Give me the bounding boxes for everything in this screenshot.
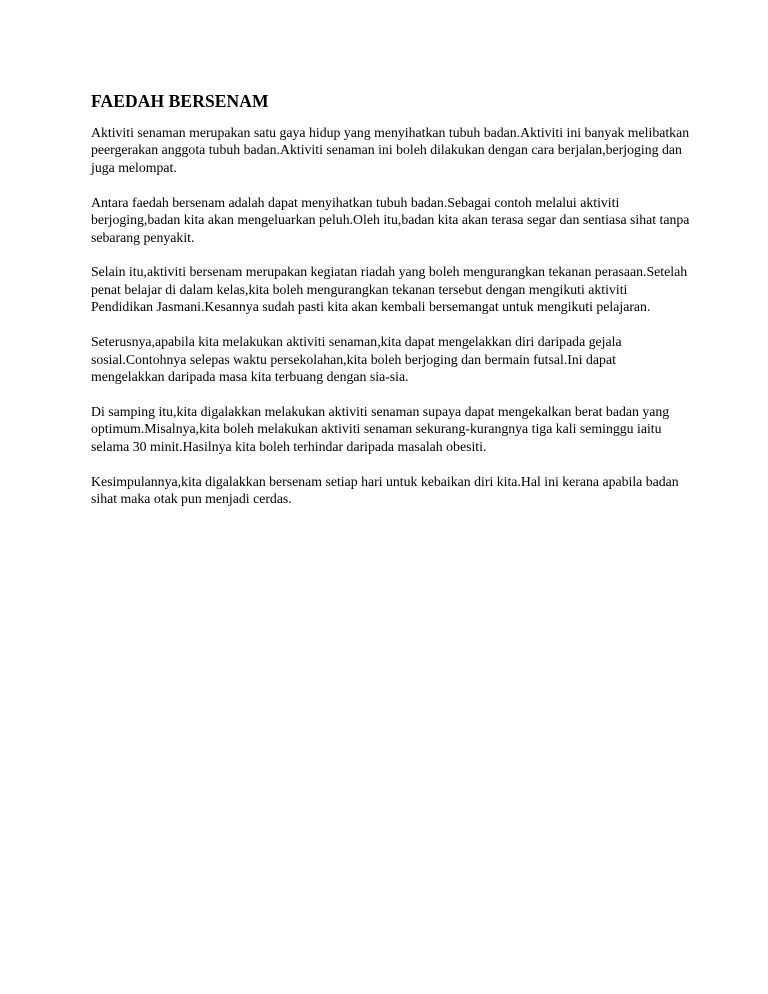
document-title: FAEDAH BERSENAM [91,91,269,111]
paragraph-6: Kesimpulannya,kita digalakkan bersenam setiap hari untuk kebaikan diri kita.Hal ini kerana apabila badan sihat maka otak pun menjadi cerdas. [91,473,679,506]
paragraph-1: Aktiviti senaman merupakan satu gaya hidup yang menyihatkan tubuh badan.Aktiviti ini banyak melibatkan peergerakan anggota tubuh badan.Aktiviti senaman ini boleh dilakukan dengan cara berjalan,berjoging dan juga melompat. [91,125,690,175]
document-body [91,90,691,525]
paragraph-5: Di samping itu,kita digalakkan melakukan aktiviti senaman supaya dapat mengekalkan berat badan yang optimum.Misalnya,kita boleh melakukan aktiviti senaman sekurang-kurangnya tiga kali seminggu iaitu selama 30 minit.Hasilnya kita boleh terhindar daripada masalah obesiti. [91,403,670,454]
paragraph-3: Selain itu,aktiviti bersenam merupakan kegiatan riadah yang boleh mengurangkan tekanan perasaan.Setelah penat belajar di dalam kelas,kita boleh mengurangkan tekanan tersebut dengan mengikuti aktiviti Pendidikan Jasmani.Kesannya sudah pasti kita akan kembali bersemangat untuk mengikuti pelajaran. [91,264,688,315]
paragraph-4: Seterusnya,apabila kita melakukan aktiviti senaman,kita dapat mengelakkan diri daripada gejala sosial.Contohnya selepas waktu persekolahan,kita boleh berjoging dan bermain futsal.Ini dapat mengelakkan daripada masa kita terbuang dengan sia-sia. [91,334,622,384]
paragraph-2: Antara faedah bersenam adalah dapat menyihatkan tubuh badan.Sebagai contoh melalui aktiviti berjoging,badan kita akan mengeluarkan peluh.Oleh itu,badan kita akan terasa segar dan sentiasa sihat tanpa sebarang penyakit. [91,194,690,245]
